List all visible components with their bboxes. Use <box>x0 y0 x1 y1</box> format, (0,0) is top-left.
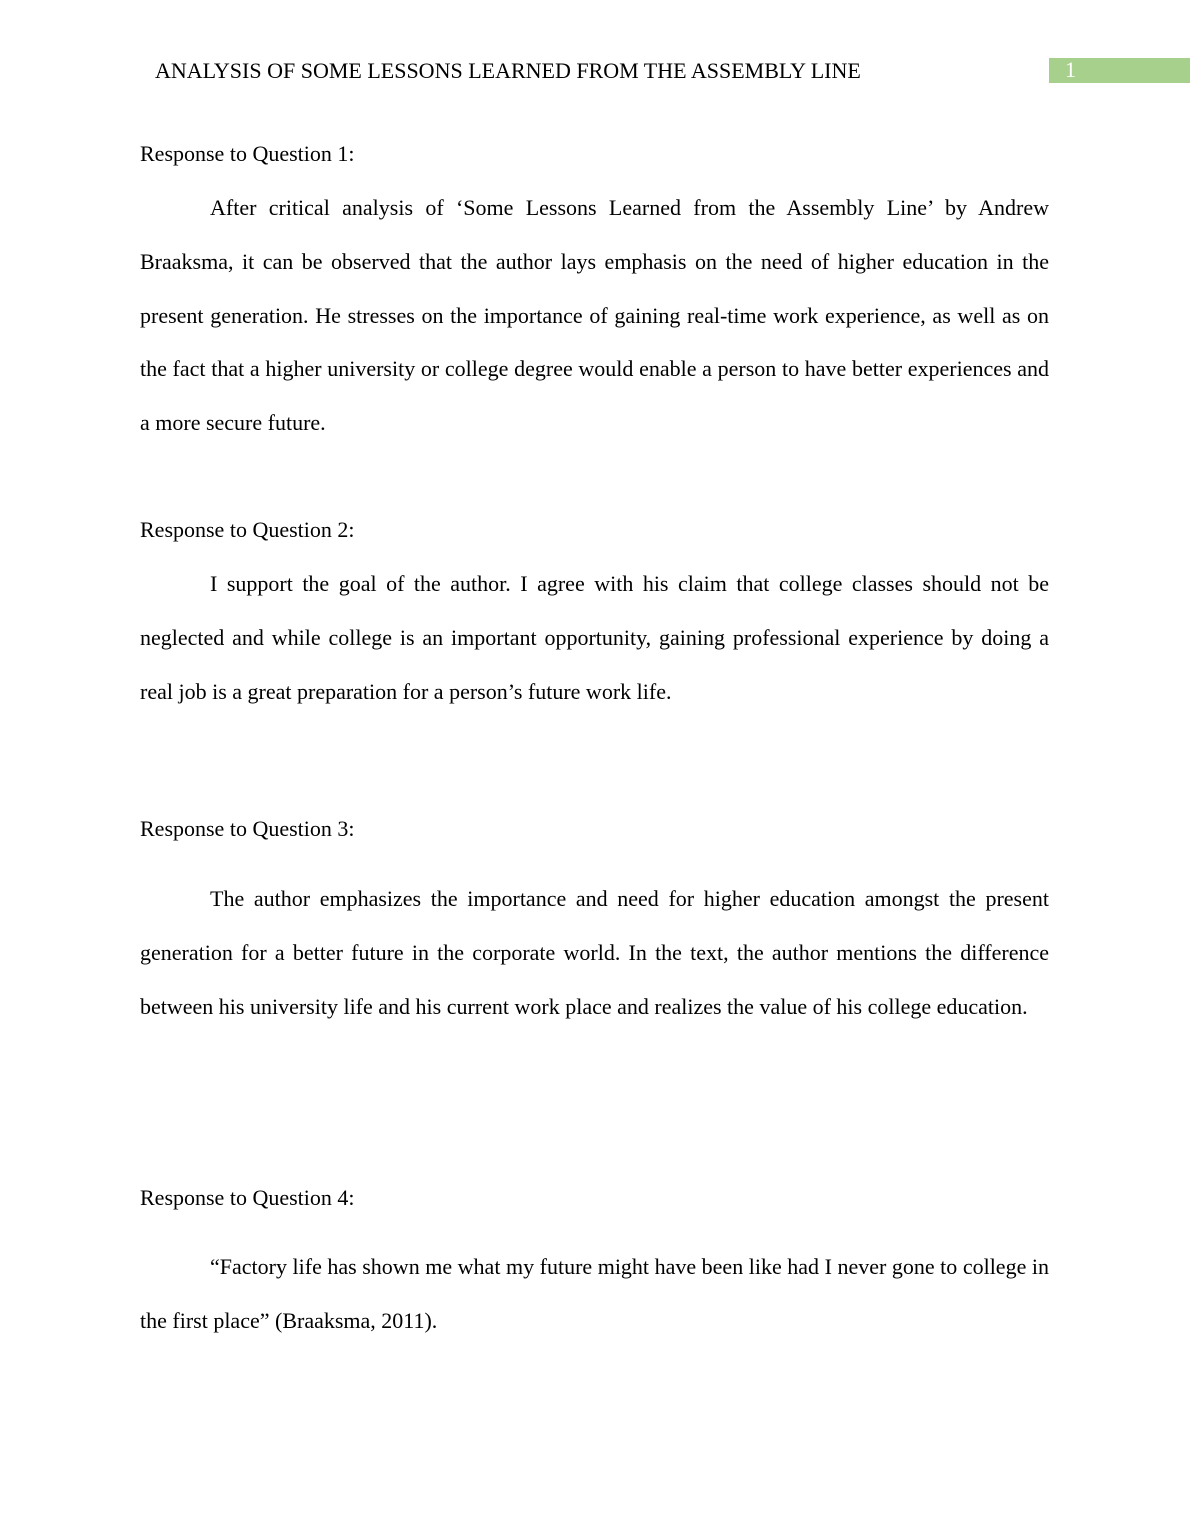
section-body-q3: The author emphasizes the importance and need for higher education amongst the present generation for a better future in the corporate world. In the text, the author mentions the difference between his university life and his current work place and realizes the value of his college education. <box>140 886 1049 1019</box>
section-body-q4: “Factory life has shown me what my future might have been like had I never gone to college in the first place” (Braaksma, 2011). <box>140 1254 1049 1333</box>
section-heading-q4: Response to Question 4: <box>140 1185 355 1210</box>
section-heading-q1: Response to Question 1: <box>140 141 355 166</box>
section-body-q2: I support the goal of the author. I agree with his claim that college classes should not be neglected and while college is an important opportunity, gaining professional experience by doing a real job is a great preparation for a person’s future work life. <box>140 571 1049 704</box>
page-number-badge <box>1049 58 1190 83</box>
section-body-q1: After critical analysis of ‘Some Lessons Learned from the Assembly Line’ by Andrew Braaksma, it can be observed that the author lays emphasis on the need of higher education in the present generation. He stresses on the importance of gaining real-time work experience, as well as on the fact that a higher university or college degree would enable a person to have better experiences and a more secure future. <box>140 195 1049 436</box>
running-head: ANALYSIS OF SOME LESSONS LEARNED FROM THE ASSEMBLY LINE <box>155 58 861 83</box>
section-heading-q3: Response to Question 3: <box>140 816 355 841</box>
section-heading-q2: Response to Question 2: <box>140 517 355 542</box>
page-number: 1 <box>1065 57 1076 82</box>
